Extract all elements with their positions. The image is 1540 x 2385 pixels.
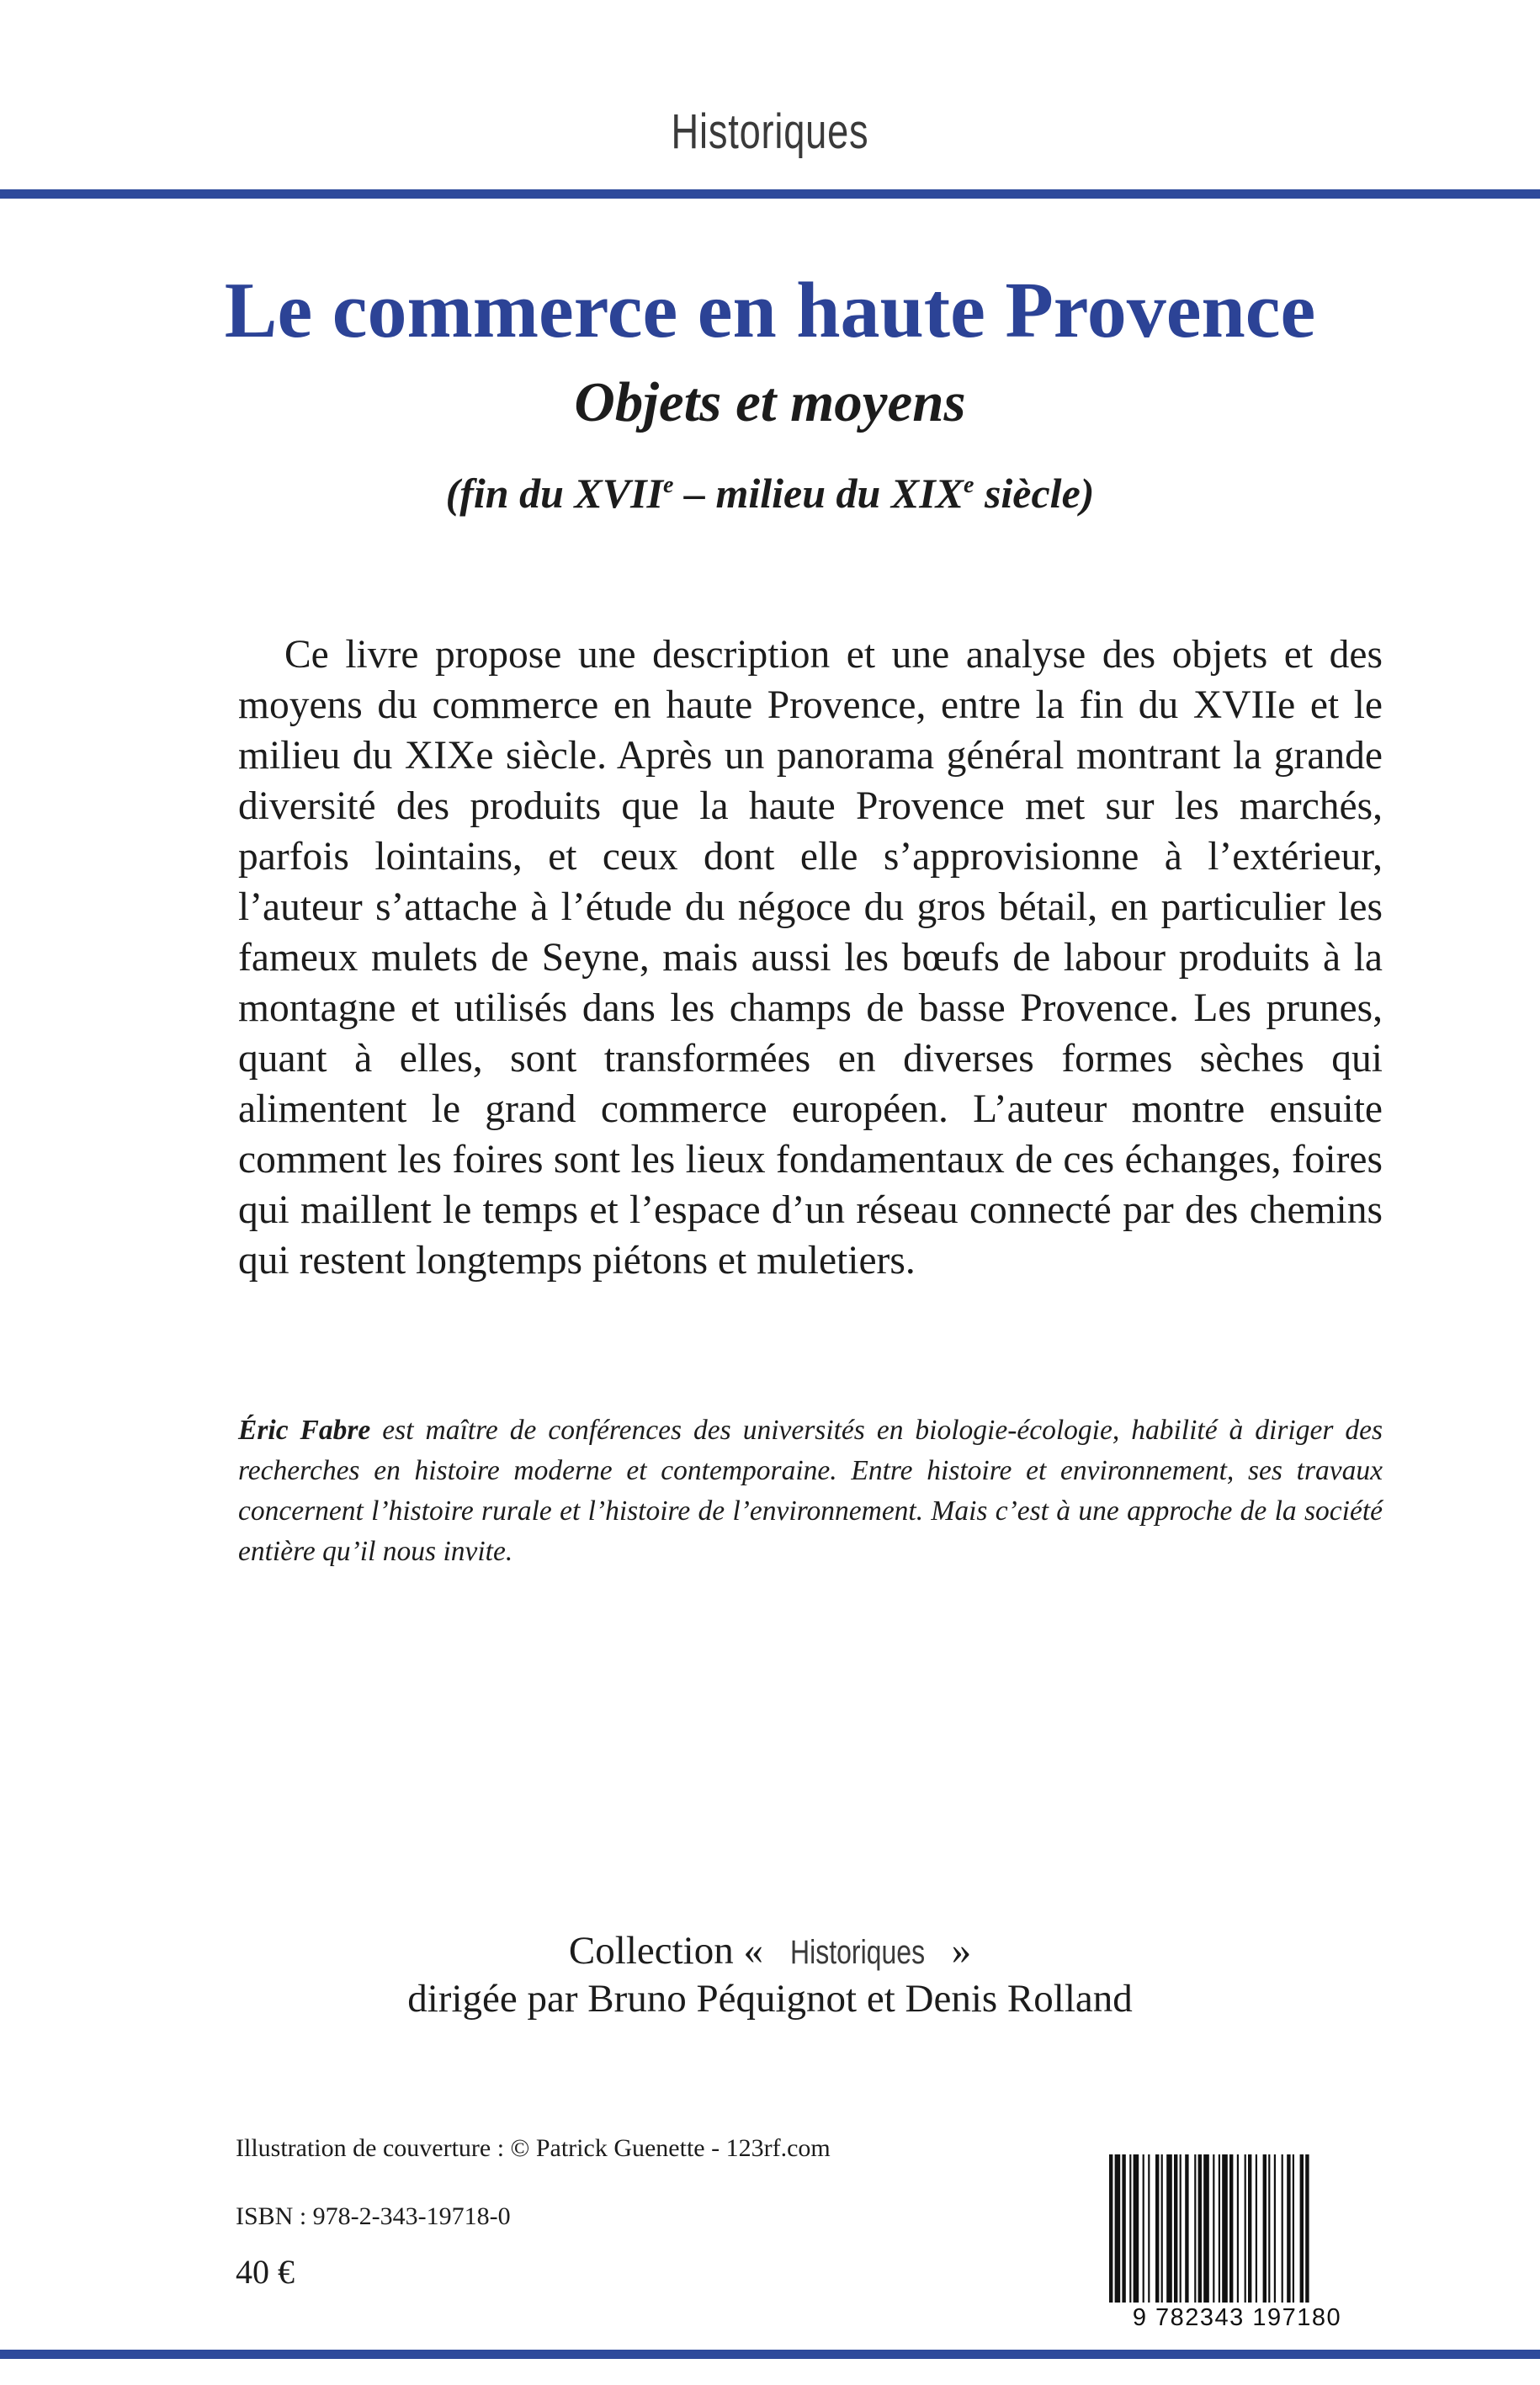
barcode-bar bbox=[1155, 2154, 1159, 2314]
barcode-bar bbox=[1161, 2154, 1163, 2314]
barcode-bar bbox=[1109, 2154, 1113, 2314]
period-part-c: siècle) bbox=[974, 470, 1095, 517]
price: 40 € bbox=[236, 2253, 295, 2291]
barcode-bar bbox=[1248, 2154, 1251, 2314]
barcode-bar bbox=[1263, 2154, 1267, 2314]
barcode-bar bbox=[1229, 2154, 1233, 2314]
barcode-bar bbox=[1219, 2154, 1220, 2314]
barcode-bar bbox=[1174, 2154, 1177, 2314]
period-part-a: (fin du XVII bbox=[445, 470, 664, 517]
barcode-bar bbox=[1282, 2154, 1283, 2314]
barcode-bar bbox=[1203, 2154, 1209, 2314]
summary-paragraph: Ce livre propose une description et une analyse des objets et des moyens du commerce en haute Provence, entre la fin du XVIIe et le milieu du XIXe siècle. Après un panorama général montrant la grande diversité des produits que la haute Provence met sur les marchés, parfois lointains, et ceux dont elle s’approvisionne à l’extérieur, l’auteur s’attache à l’étude du négoce du gros bétail, en particulier les fameux mulets de Seyne, mais aussi les bœufs de labour produits à la montagne et utilisés dans les champs de basse Provence. Les prunes, quant à elles, sont transformées en diverses formes sèches qui alimentent le grand commerce européen. L’auteur montre ensuite comment les foires sont les lieux fondamentaux de ces échanges, foires qui maillent le temps et l’espace d’un réseau connecté par des chemins qui restent longtemps piétons et muletiers. bbox=[238, 633, 1383, 1283]
barcode-bar bbox=[1213, 2154, 1214, 2314]
collection-line bbox=[0, 1926, 1540, 1978]
barcode-bar bbox=[1274, 2154, 1276, 2314]
bottom-rule bbox=[0, 2350, 1540, 2359]
author-bio-text: est maître de conférences des universités en biologie-écologie, habilité à diriger des recherches en histoire moderne et contemporaine. Entre histoire et environnement, ses travaux concernent l’histoire rurale et l’histoire de l’environnement. Mais c’est à une approche de la société entière qu’il nous invite. bbox=[238, 1415, 1383, 1567]
barcode-digits: 9 782343 197180 bbox=[1094, 2303, 1380, 2333]
barcode-bar bbox=[1185, 2154, 1188, 2314]
collection-name: Historiques bbox=[789, 1934, 925, 1971]
barcode-bar bbox=[1245, 2154, 1246, 2314]
isbn: ISBN : 978-2-343-19718-0 bbox=[236, 2202, 511, 2230]
barcode-bar bbox=[1256, 2154, 1257, 2314]
barcode-bar bbox=[1148, 2154, 1150, 2314]
barcode-bar bbox=[1293, 2154, 1294, 2314]
barcode-bar bbox=[1134, 2154, 1139, 2314]
barcode-bar bbox=[1300, 2154, 1304, 2314]
period-sup-1: e bbox=[663, 472, 674, 498]
period-part-b: – milieu du XIX bbox=[673, 470, 964, 517]
period-sup-2: e bbox=[964, 472, 974, 498]
collection-directors: dirigée par Bruno Péquignot et Denis Rolland bbox=[407, 1977, 1133, 2021]
barcode-bar bbox=[1305, 2154, 1309, 2314]
book-period bbox=[0, 470, 1540, 517]
barcode-bar bbox=[1194, 2154, 1196, 2314]
top-rule bbox=[0, 189, 1540, 199]
barcode-bar bbox=[1287, 2154, 1290, 2314]
collection-logo: Historiques bbox=[671, 104, 869, 159]
barcode-bar bbox=[1115, 2154, 1121, 2314]
collection-suffix: » bbox=[941, 1929, 972, 1973]
book-subtitle: Objets et moyens bbox=[574, 371, 966, 433]
barcode-bar bbox=[1198, 2154, 1202, 2314]
barcode-bar bbox=[1237, 2154, 1239, 2314]
cover-credit: Illustration de couverture : © Patrick Guenette - 123rf.com bbox=[236, 2134, 831, 2162]
author-name: Éric Fabre bbox=[238, 1415, 371, 1446]
barcode-bar bbox=[1129, 2154, 1131, 2314]
author-bio bbox=[238, 1410, 1383, 1572]
barcode-bar bbox=[1222, 2154, 1228, 2314]
barcode-bar bbox=[1180, 2154, 1182, 2314]
barcode-bar bbox=[1166, 2154, 1172, 2314]
barcode bbox=[1094, 2154, 1380, 2333]
barcode-bar bbox=[1143, 2154, 1144, 2314]
book-title: Le commerce en haute Provence bbox=[224, 267, 1316, 354]
barcode-bar bbox=[1122, 2154, 1125, 2314]
barcode-bar bbox=[1268, 2154, 1270, 2314]
collection-prefix: Collection « bbox=[568, 1929, 773, 1973]
